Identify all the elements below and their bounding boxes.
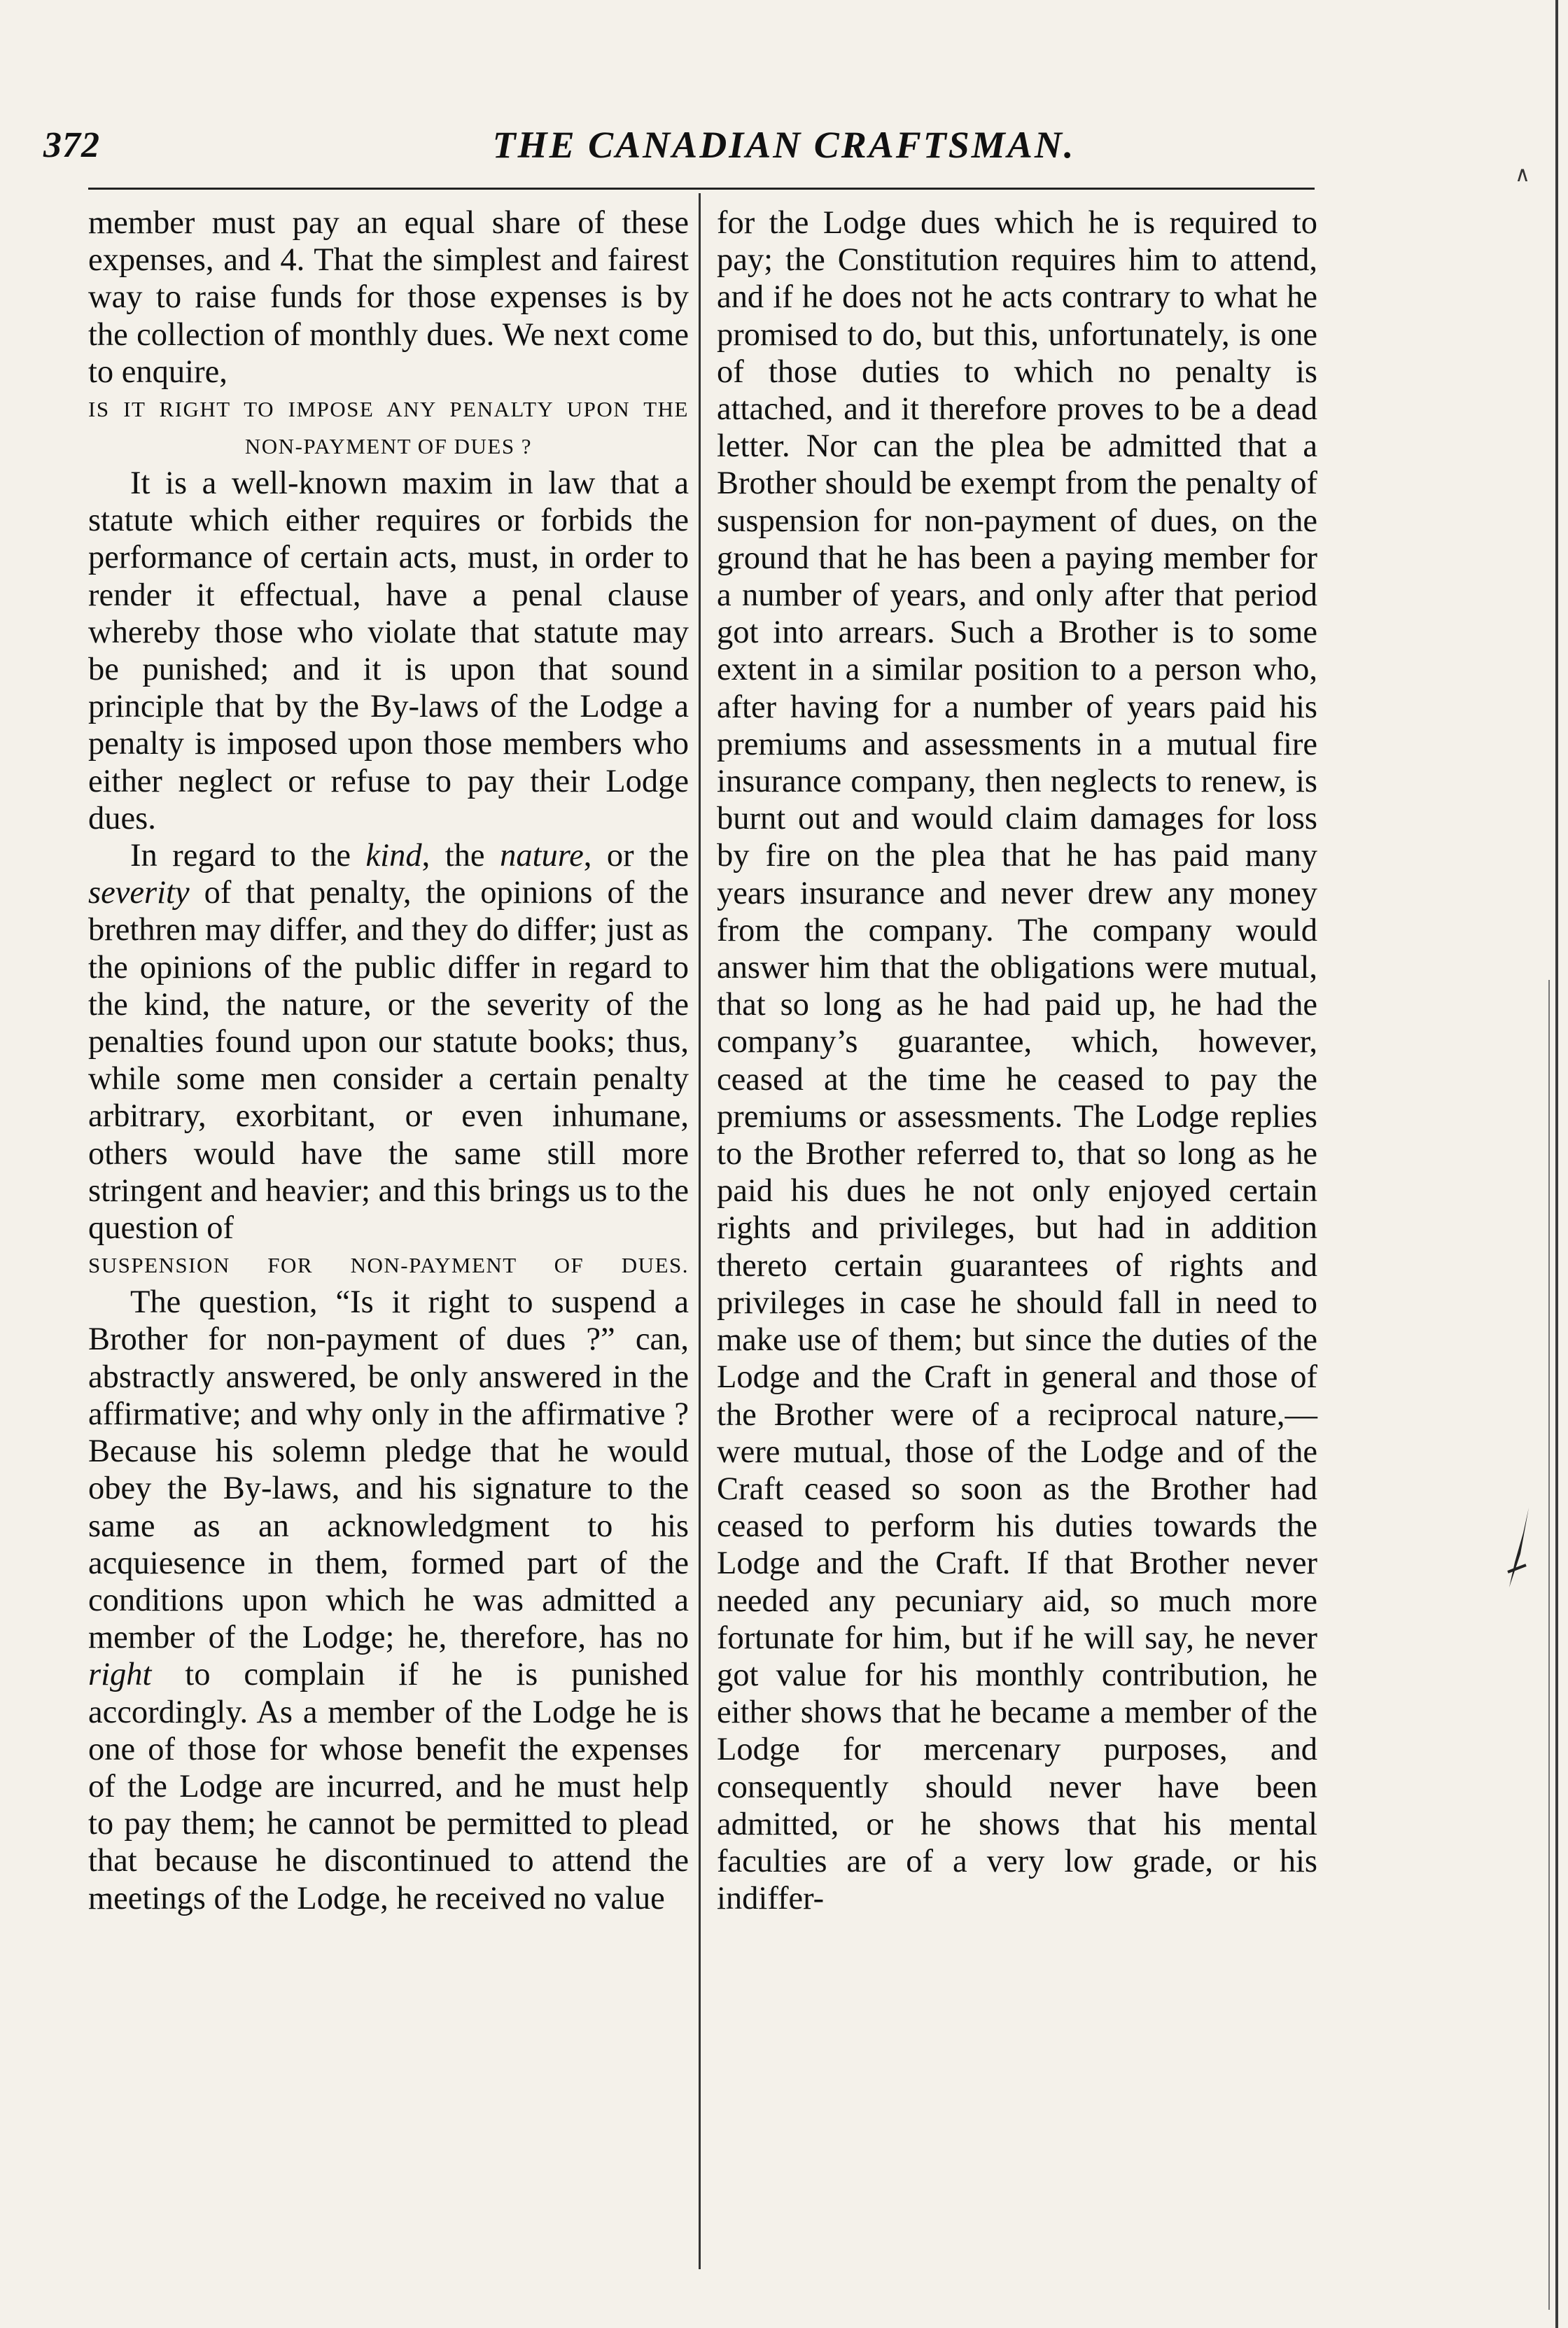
left-paragraph-4 — [88, 1284, 689, 1916]
left-paragraph-3 — [88, 837, 689, 1247]
margin-pencil-mark-icon — [1505, 1505, 1533, 1596]
text-run: The question, “Is it right to suspend a Brother for non-payment of dues ?” can, abstractly answered, be only answered in the affirmative; and why only in the affirmative ? Because his solemn pledge that he would obey the By-laws, and his signature to the same as an acknowledgment to his acquiesence in them, formed part of the conditions upon which he was admitted a member of the Lodge; he, therefore, has no — [88, 1284, 689, 1656]
italic-right: right — [88, 1657, 152, 1693]
left-column — [88, 204, 689, 1917]
column-divider — [699, 193, 701, 2269]
text-run: of that penalty, the opinions of the brethren may differ, and they do differ; just as the opinions of the public differ in regard to the kind, the nature, or the severity of the penalties found upon our statute books; thus, while some men consider a certain penalty arbitrary, exorbitant, or even inhumane, others would have the same still more stringent and heavier; and this brings us to the question of — [88, 875, 689, 1247]
text-run: , the — [421, 838, 500, 874]
italic-nature: nature — [500, 838, 584, 874]
page-number: 372 — [43, 125, 100, 165]
scan-edge-line — [1555, 0, 1558, 2328]
italic-kind: kind — [365, 838, 422, 874]
italic-severity: severity — [88, 875, 190, 911]
text-run: to complain if he is punished accordingly. As a member of the Lodge he is one of those for whose benefit the expenses of the Lodge are incurred, and he must help to pay them; he cannot be permitted to plead that because he discontinued to attend the meetings of the Lodge, he received no value — [88, 1657, 689, 1916]
text-run: , or the — [583, 838, 689, 874]
text-run: In regard to the — [130, 838, 366, 874]
scan-edge-line-inner — [1548, 980, 1550, 2310]
subhead-penalty: IS IT RIGHT TO IMPOSE ANY PENALTY UPON THE NON-PAYMENT OF DUES ? — [88, 397, 689, 459]
left-paragraph-2: It is a well-known maxim in law that a statute which either requires or forbids the performance of certain acts, must, in order to render it effectual, have a penal clause whereby those who violate that statute may be punished; and it is upon that sound principle that by the By-laws of the Lodge a penalty is imposed upon those members who either neglect or refuse to pay their Lodge dues. — [88, 465, 689, 836]
running-head: THE CANADIAN CRAFTSMAN. — [492, 124, 1076, 166]
subhead-suspension: SUSPENSION FOR NON-PAYMENT OF DUES. — [88, 1253, 689, 1278]
header-rule — [88, 188, 1315, 190]
left-paragraph-1: member must pay an equal share of these expenses, and 4. That the simplest and fairest way to raise funds for those expenses is by the collection of monthly dues. We next come to enquire, — [88, 205, 689, 390]
caret-mark-icon: ∧ — [1515, 163, 1530, 186]
right-paragraph-1: for the Lodge dues which he is required to pay; the Constitution requires him to attend, and if he does not he acts contrary to what he promised to do, but this, unfortunately, is one of those duties to which no penalty is attached, and it therefore proves to be a dead letter. Nor can the plea be admitted that a Brother should be exempt from the penalty of suspension for non-payment of dues, on the ground that he has been a paying member for a number of years, and only after that period got into arrears. Such a Brother is to some extent in a similar position to a person who, after having for a number of years paid his premiums and assessments in a mutual fire insurance company, then neglects to renew, is burnt out and would claim damages for loss by fire on the plea that he has paid many years insurance and never drew any money from the company. The company would answer him that the obligations were mutual, that so long as he had paid up, he had the company’s guarantee, which, however, ceased at the time he ceased to pay the premiums or assessments. The Lodge replies to the Brother referred to, that so long as he paid his dues he not only enjoyed certain rights and privileges, but had in addition thereto certain guarantees of rights and privileges in case he should fall in need to make use of them; but since the duties of the Lodge and the Craft in general and those of the Brother were of a reciprocal nature,—were mutual, those of the Lodge and of the Craft ceased so soon as the Brother had ceased to perform his duties towards the Lodge and the Craft. If that Brother never needed any pecuniary aid, so much more fortunate for him, but if he will say, he never got value for his monthly contribution, he either shows that he became a member of the Lodge for mercenary purposes, and consequently should never have been admitted, or he shows that his mental faculties are of a very low grade, or his indiffer- — [717, 205, 1317, 1917]
right-column — [717, 204, 1317, 1917]
